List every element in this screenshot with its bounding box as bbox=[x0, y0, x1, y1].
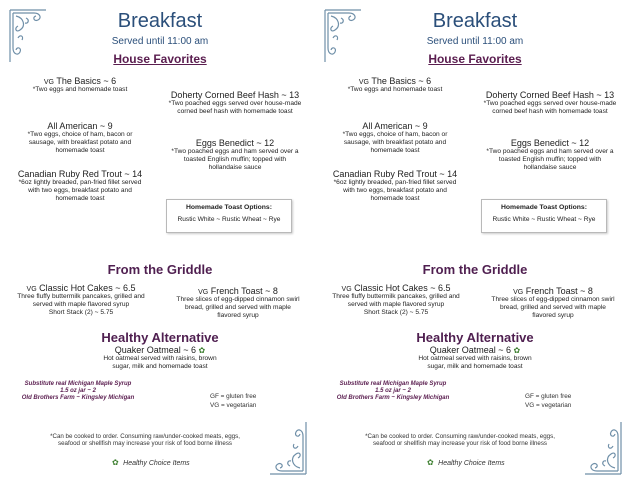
item-description: *Two eggs and homemade toast bbox=[347, 86, 443, 93]
item-description: Three slices of egg-dipped cinnamon swirl bread, grilled and served with maple flavored syrup bbox=[491, 296, 615, 320]
item-basics bbox=[325, 76, 465, 94]
healthy-choice-label: Healthy Choice Items bbox=[123, 460, 190, 467]
leaf-icon: ✿ bbox=[198, 346, 206, 355]
short-stack-price: Short Stack (2) ~ 5.75 bbox=[363, 309, 429, 317]
legend-vg: VG = vegetarian bbox=[210, 402, 257, 409]
healthy-choice-label: Healthy Choice Items bbox=[438, 460, 505, 467]
vegetarian-mark: VG bbox=[26, 286, 37, 293]
item-name: Eggs Benedict ~ 12 bbox=[195, 138, 275, 148]
item-description: Three fluffy buttermilk pancakes, grilled and served with maple flavored syrup bbox=[17, 293, 145, 309]
griddle-heading: From the Griddle bbox=[107, 262, 213, 277]
filigree-corner-icon bbox=[323, 8, 363, 64]
item-description: *Two poached eggs and ham served over a toasted English muffin; topped with hollandaise sauce bbox=[486, 148, 614, 172]
leaf-icon: ✿ bbox=[427, 458, 434, 467]
item-description: *Two eggs, choice of ham, bacon or sausage, with breakfast potato and homemade toast bbox=[342, 131, 448, 155]
item-name: Quaker Oatmeal ~ 6 bbox=[429, 345, 512, 355]
maple-syrup-note bbox=[16, 381, 140, 403]
served-time: Served until 11:00 am bbox=[426, 36, 524, 47]
vegetarian-mark: VG bbox=[198, 289, 209, 296]
syrup-line: Old Brothers Farm ~ Kingsley Michigan bbox=[21, 395, 135, 402]
item-name: Quaker Oatmeal ~ 6 bbox=[114, 345, 197, 355]
vegetarian-mark: VG bbox=[513, 289, 524, 296]
toast-options-title: Homemade Toast Options: bbox=[501, 204, 587, 211]
item-description: Hot oatmeal served with raisins, brown sugar, milk and homemade toast bbox=[418, 355, 532, 371]
item-name: Classic Hot Cakes ~ 6.5 bbox=[39, 283, 136, 293]
toast-options-title: Homemade Toast Options: bbox=[186, 204, 272, 211]
toast-options-box bbox=[481, 199, 607, 233]
item-description: Three slices of egg-dipped cinnamon swirl bread, grilled and served with maple flavored syrup bbox=[176, 296, 300, 320]
syrup-line: Substitute real Michigan Maple Syrup bbox=[339, 381, 447, 387]
item-name: All American ~ 9 bbox=[47, 121, 113, 131]
diet-legend bbox=[525, 392, 605, 410]
diet-legend bbox=[210, 392, 290, 410]
item-benedict bbox=[160, 138, 310, 173]
menu-title: Breakfast bbox=[432, 10, 518, 32]
item-oatmeal bbox=[385, 345, 565, 371]
item-name: Canadian Ruby Red Trout ~ 14 bbox=[17, 169, 143, 179]
house-favorites-heading: House Favorites bbox=[113, 52, 207, 66]
item-description: *6oz lightly breaded, pan-fried fillet served with two eggs, breakfast potato and homemade toast bbox=[333, 179, 457, 203]
item-name: Classic Hot Cakes ~ 6.5 bbox=[354, 283, 451, 293]
item-description: *Two poached eggs and ham served over a toasted English muffin; topped with hollandaise sauce bbox=[171, 148, 299, 172]
item-doherty bbox=[475, 90, 625, 116]
item-hot-cakes bbox=[6, 283, 156, 318]
disclaimer: *Can be cooked to order. Consuming raw/under-cooked meats, eggs, seafood or shellfish may increase your risk of food borne illness bbox=[365, 433, 555, 448]
leaf-icon: ✿ bbox=[513, 346, 521, 355]
healthy-choice-key bbox=[112, 452, 190, 470]
disclaimer: *Can be cooked to order. Consuming raw/under-cooked meats, eggs, seafood or shellfish may increase your risk of food borne illness bbox=[50, 433, 240, 448]
item-name: All American ~ 9 bbox=[362, 121, 428, 131]
item-description: *Two poached eggs served over house-made corned beef hash with homemade toast bbox=[483, 100, 617, 116]
item-name: The Basics ~ 6 bbox=[371, 76, 432, 86]
item-name: Canadian Ruby Red Trout ~ 14 bbox=[332, 169, 458, 179]
item-hot-cakes bbox=[321, 283, 471, 318]
toast-options-list: Rustic White ~ Rustic Wheat ~ Rye bbox=[177, 216, 281, 223]
item-all-american bbox=[16, 121, 144, 156]
item-doherty bbox=[160, 90, 310, 116]
item-name: Doherty Corned Beef Hash ~ 13 bbox=[170, 90, 300, 100]
item-name: French Toast ~ 8 bbox=[210, 286, 278, 296]
item-trout bbox=[323, 169, 467, 204]
item-name: French Toast ~ 8 bbox=[525, 286, 593, 296]
healthy-heading: Healthy Alternative bbox=[101, 330, 219, 345]
vegetarian-mark: VG bbox=[43, 79, 54, 86]
maple-syrup-note bbox=[331, 381, 455, 403]
healthy-choice-key bbox=[427, 452, 505, 470]
syrup-line: Substitute real Michigan Maple Syrup bbox=[24, 381, 132, 387]
vegetarian-mark: VG bbox=[341, 286, 352, 293]
item-name: Doherty Corned Beef Hash ~ 13 bbox=[485, 90, 615, 100]
menu-title: Breakfast bbox=[117, 10, 203, 32]
healthy-heading: Healthy Alternative bbox=[416, 330, 534, 345]
item-description: *Two eggs, choice of ham, bacon or sausage, with breakfast potato and homemade toast bbox=[27, 131, 133, 155]
short-stack-price: Short Stack (2) ~ 5.75 bbox=[48, 309, 114, 317]
item-description: Three fluffy buttermilk pancakes, grilled and served with maple flavored syrup bbox=[332, 293, 460, 309]
filigree-corner-icon bbox=[8, 8, 48, 64]
served-time: Served until 11:00 am bbox=[111, 36, 209, 47]
syrup-line: Old Brothers Farm ~ Kingsley Michigan bbox=[336, 395, 450, 402]
filigree-corner-icon bbox=[268, 420, 308, 476]
toast-options-list: Rustic White ~ Rustic Wheat ~ Rye bbox=[492, 216, 596, 223]
filigree-corner-icon bbox=[583, 420, 623, 476]
griddle-heading: From the Griddle bbox=[422, 262, 528, 277]
item-name: The Basics ~ 6 bbox=[56, 76, 117, 86]
legend-vg: VG = vegetarian bbox=[525, 402, 572, 409]
item-oatmeal bbox=[70, 345, 250, 371]
item-trout bbox=[8, 169, 152, 204]
item-all-american bbox=[331, 121, 459, 156]
item-benedict bbox=[475, 138, 625, 173]
item-name: Eggs Benedict ~ 12 bbox=[510, 138, 590, 148]
leaf-icon: ✿ bbox=[112, 458, 119, 467]
legend-gf: GF = gluten free bbox=[525, 393, 572, 400]
item-description: *6oz lightly breaded, pan-fried fillet served with two eggs, breakfast potato and homemade toast bbox=[18, 179, 142, 203]
item-basics bbox=[10, 76, 150, 94]
item-french-toast bbox=[168, 286, 308, 321]
house-favorites-heading: House Favorites bbox=[428, 52, 522, 66]
vegetarian-mark: VG bbox=[358, 79, 369, 86]
item-description: *Two poached eggs served over house-made corned beef hash with homemade toast bbox=[168, 100, 302, 116]
item-description: Hot oatmeal served with raisins, brown sugar, milk and homemade toast bbox=[103, 355, 217, 371]
syrup-line: 1.5 oz jar ~ 2 bbox=[375, 388, 411, 395]
item-description: *Two eggs and homemade toast bbox=[32, 86, 128, 93]
toast-options-box bbox=[166, 199, 292, 233]
legend-gf: GF = gluten free bbox=[210, 393, 257, 400]
syrup-line: 1.5 oz jar ~ 2 bbox=[60, 388, 96, 395]
item-french-toast bbox=[483, 286, 623, 321]
menu-page-right bbox=[315, 0, 630, 487]
